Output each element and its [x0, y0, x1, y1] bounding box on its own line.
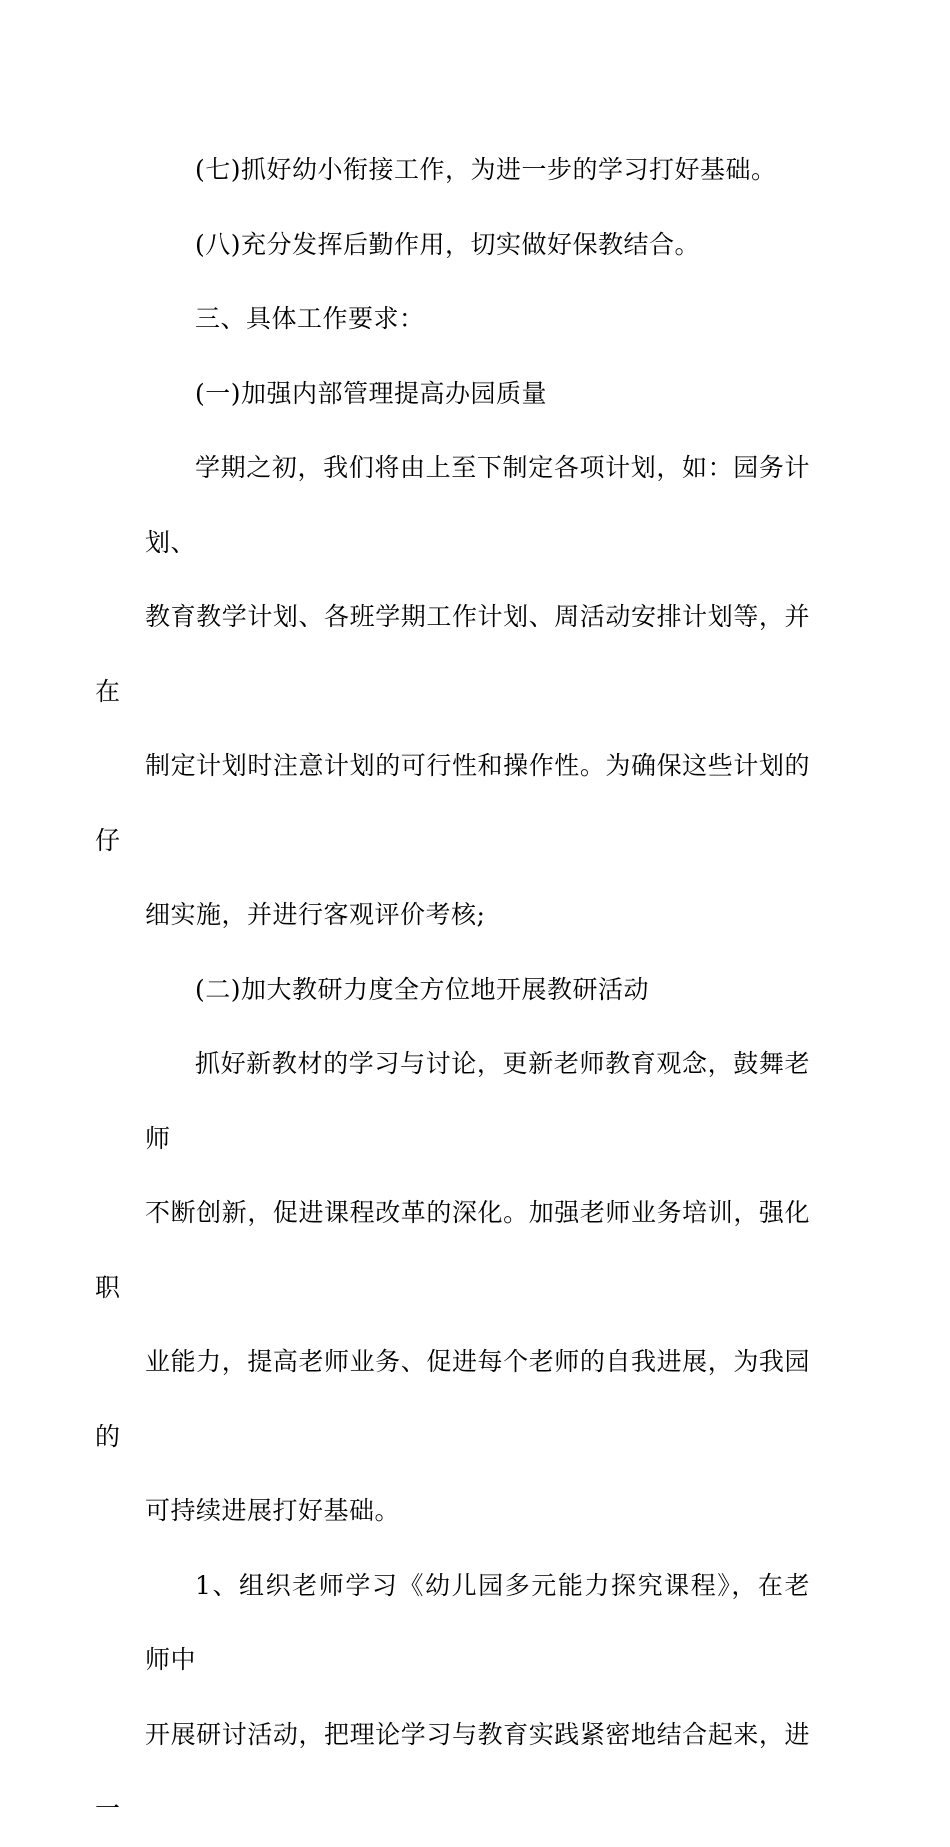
text-line: 1、组织老师学习《幼儿园多元能力探究课程》，在老师中 — [145, 1570, 810, 1674]
text-line: 三、具体工作要求： — [195, 304, 425, 333]
document-body — [95, 133, 810, 1847]
text-line: (二)加大教研力度全方位地开展教研活动 — [195, 974, 650, 1004]
text-line: 抓好新教材的学习与讨论，更新老师教育观念，鼓舞老师 — [145, 1049, 810, 1153]
text-line: (一)加强内部管理提高办园质量 — [195, 378, 548, 408]
paragraph-item-numbered-1 — [95, 1549, 810, 1847]
text-line: 制定计划时注意计划的可行性和操作性。为确保这些计划的仔 — [95, 751, 810, 855]
text-line: (八)充分发挥后勤作用，切实做好保教结合。 — [195, 229, 701, 259]
text-line: 开展研讨活动，把理论学习与教育实践紧密地结合起来，进一 — [95, 1719, 810, 1823]
subsection-heading-1 — [145, 357, 810, 432]
section-heading — [145, 282, 810, 357]
text-line: 细实施，并进行客观评价考核; — [145, 900, 486, 929]
paragraph-item-8 — [145, 208, 810, 283]
text-line: (七)抓好幼小衔接工作，为进一步的学习打好基础。 — [195, 155, 777, 184]
paragraph-planning — [95, 431, 810, 953]
text-line: 学期之初，我们将由上至下制定各项计划，如：园务计划、 — [145, 453, 810, 557]
paragraph-teaching-research — [95, 1027, 810, 1549]
text-line: 教育教学计划、各班学期工作计划、周活动安排计划等，并在 — [95, 602, 810, 706]
text-line: 业能力，提高老师业务、促进每个老师的自我进展，为我园的 — [95, 1347, 810, 1451]
text-line: 可持续进展打好基础。 — [145, 1496, 401, 1525]
subsection-heading-2 — [145, 953, 810, 1028]
paragraph-item-7 — [145, 133, 810, 208]
text-line: 不断创新，促进课程改革的深化。加强老师业务培训，强化职 — [95, 1198, 810, 1302]
